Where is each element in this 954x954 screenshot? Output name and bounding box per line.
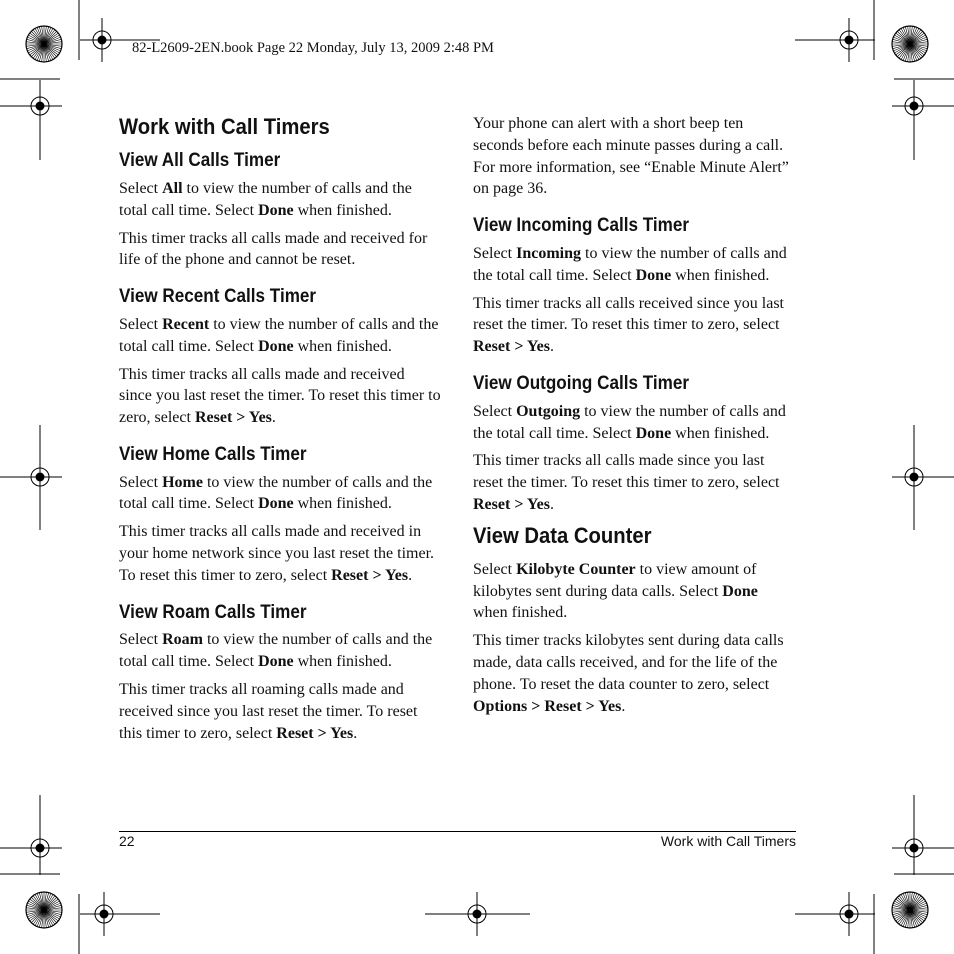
paragraph: This timer tracks all calls made and received since you last reset the timer. To reset this timer to zero, select Reset > Yes. [119, 365, 441, 427]
paragraph: Select Roam to view the number of calls and the total call time. Select Done when finished. [119, 631, 433, 671]
ui-term: Done [258, 653, 294, 671]
ui-term: Reset > Yes [331, 566, 409, 584]
ui-term: Options > Reset > Yes [473, 697, 622, 715]
paragraph: Select All to view the number of calls and the total call time. Select Done when finished. [119, 179, 412, 219]
left-column [119, 113, 441, 750]
ui-term: Done [635, 424, 672, 442]
section-heading-roam-calls: View Roam Calls Timer [119, 601, 307, 623]
footer-section-title: Work with Call Timers [660, 833, 796, 849]
paragraph: This timer tracks all roaming calls made and received since you last reset the timer. To reset this timer to zero, select Reset > Yes. [119, 681, 418, 742]
ui-term: Done [258, 337, 294, 355]
ui-term: Done [635, 266, 672, 284]
ui-term: Reset > Yes [194, 409, 272, 427]
paragraph: This timer tracks all calls made since you last reset the timer. To reset this timer to zero, select Reset > Yes. [473, 452, 780, 513]
section-heading-data-counter: View Data Counter [473, 522, 652, 548]
ui-term: Outgoing [516, 402, 581, 420]
section-heading-recent-calls: View Recent Calls Timer [119, 286, 317, 308]
paragraph: This timer tracks kilobytes sent during data calls made, data calls received, and for the life of the phone. To reset the data counter to zero, select Options > Reset > Yes. [473, 632, 784, 715]
ui-term: Reset > Yes [473, 495, 550, 513]
ui-term: All [162, 179, 183, 197]
ui-term: Incoming [516, 244, 581, 262]
ui-term: Done [722, 582, 758, 600]
section-heading-incoming-calls: View Incoming Calls Timer [473, 215, 690, 237]
footer-page-number: 22 [119, 833, 135, 849]
print-header: 82-L2609-2EN.book Page 22 Monday, July 13, 2009 2:48 PM [132, 40, 494, 56]
ui-term: Reset > Yes [276, 724, 354, 742]
paragraph: Select Home to view the number of calls and the total call time. Select Done when finished. [119, 473, 433, 513]
paragraph: This timer tracks all calls made and received for life of the phone and cannot be reset. [119, 229, 428, 269]
paragraph: Select Kilobyte Counter to view amount of kilobytes sent during data calls. Select Done when finished. [473, 560, 758, 622]
footer-rule [119, 831, 796, 832]
ui-term: Kilobyte Counter [516, 560, 636, 578]
paragraph: Select Outgoing to view the number of calls and the total call time. Select Done when finished. [473, 402, 786, 442]
paragraph: This timer tracks all calls received since you last reset the timer. To reset this timer to zero, select Reset > Yes. [473, 294, 784, 356]
paragraph: Select Incoming to view the number of calls and the total call time. Select Done when finished. [473, 244, 787, 284]
ui-term: Roam [162, 631, 203, 649]
right-column [473, 113, 795, 723]
paragraph-minute-alert: Your phone can alert with a short beep ten seconds before each minute passes during a call. For more information, see “Enable Minute Alert” on page 36. [473, 115, 789, 198]
paragraph: Select Recent to view the number of calls and the total call time. Select Done when finished. [119, 315, 439, 355]
paragraph: This timer tracks all calls made and received in your home network since you last reset the timer. To reset this timer to zero, select Reset > Yes. [119, 523, 435, 584]
ui-term: Done [258, 495, 294, 513]
ui-term: Reset > Yes [473, 338, 550, 356]
ui-term: Done [258, 201, 294, 219]
ui-term: Recent [162, 315, 210, 333]
ui-term: Home [162, 473, 203, 491]
section-heading-all-calls: View All Calls Timer [119, 150, 281, 172]
section-heading-outgoing-calls: View Outgoing Calls Timer [473, 372, 690, 394]
page-title: Work with Call Timers [119, 114, 330, 139]
section-heading-home-calls: View Home Calls Timer [119, 443, 307, 465]
